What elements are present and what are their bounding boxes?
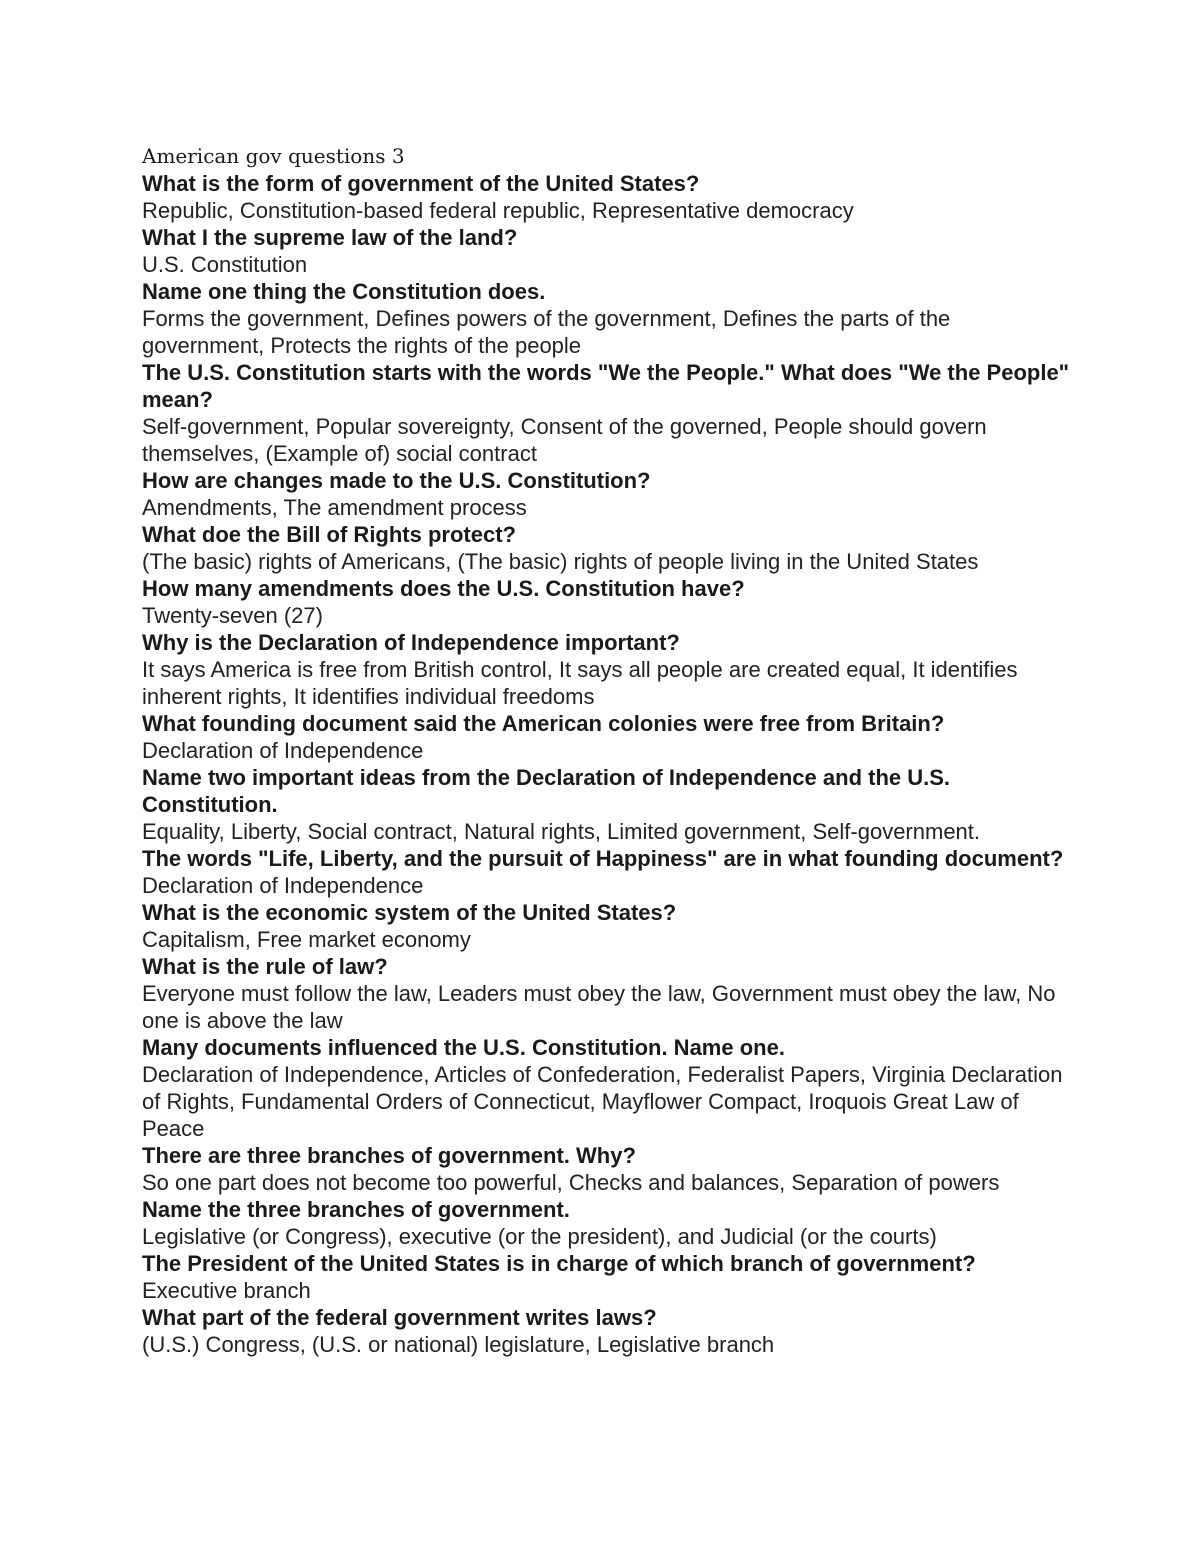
qa-item	[142, 845, 1072, 899]
question-text: What founding document said the American colonies were free from Britain?	[142, 711, 945, 736]
answer-text: (The basic) rights of Americans, (The basic) rights of people living in the United States	[142, 549, 979, 574]
question-text: The U.S. Constitution starts with the words "We the People." What does "We the People" mean?	[142, 360, 1070, 412]
question-text: The President of the United States is in charge of which branch of government?	[142, 1251, 976, 1276]
question-text: What doe the Bill of Rights protect?	[142, 522, 516, 547]
qa-item	[142, 1196, 1072, 1250]
answer-text: Equality, Liberty, Social contract, Natural rights, Limited government, Self-government.	[142, 819, 981, 844]
document-title: American gov questions 3	[142, 144, 405, 168]
answer-text: It says America is free from British control, It says all people are created equal, It identifies inherent rights, It identifies individual freedoms	[142, 657, 1018, 709]
question-text: What I the supreme law of the land?	[142, 225, 518, 250]
answer-text: Self-government, Popular sovereignty, Consent of the governed, People should govern themselves, (Example of) social contract	[142, 414, 987, 466]
question-text: Why is the Declaration of Independence important?	[142, 630, 680, 655]
question-text: What is the form of government of the United States?	[142, 171, 700, 196]
answer-text: (U.S.) Congress, (U.S. or national) legislature, Legislative branch	[142, 1332, 775, 1357]
qa-item	[142, 575, 1072, 629]
question-text: Many documents influenced the U.S. Constitution. Name one.	[142, 1035, 785, 1060]
qa-item	[142, 521, 1072, 575]
answer-text: Legislative (or Congress), executive (or the president), and Judicial (or the courts)	[142, 1224, 937, 1249]
answer-text: Forms the government, Defines powers of the government, Defines the parts of the government, Protects the rights of the people	[142, 306, 951, 358]
document-page	[142, 142, 1072, 1358]
question-text: What is the rule of law?	[142, 954, 388, 979]
question-text: How many amendments does the U.S. Constitution have?	[142, 576, 745, 601]
question-text: What part of the federal government writes laws?	[142, 1305, 657, 1330]
question-text: Name one thing the Constitution does.	[142, 279, 546, 304]
qa-item	[142, 224, 1072, 278]
answer-text: Amendments, The amendment process	[142, 495, 527, 520]
qa-item	[142, 278, 1072, 359]
qa-item	[142, 629, 1072, 710]
answer-text: Republic, Constitution-based federal republic, Representative democracy	[142, 198, 854, 223]
question-text: How are changes made to the U.S. Constitution?	[142, 468, 651, 493]
qa-item	[142, 764, 1072, 845]
question-text: Name two important ideas from the Declaration of Independence and the U.S. Constitution.	[142, 765, 951, 817]
answer-text: So one part does not become too powerful, Checks and balances, Separation of powers	[142, 1170, 1000, 1195]
answer-text: Declaration of Independence	[142, 738, 424, 763]
qa-item	[142, 1034, 1072, 1142]
answer-text: Declaration of Independence	[142, 873, 424, 898]
answer-text: Declaration of Independence, Articles of Confederation, Federalist Papers, Virginia Declaration of Rights, Fundamental Orders of Connecticut, Mayflower Compact, Iroquois Great Law of Peace	[142, 1062, 1063, 1141]
question-text: What is the economic system of the United States?	[142, 900, 677, 925]
answer-text: Capitalism, Free market economy	[142, 927, 471, 952]
qa-item	[142, 170, 1072, 224]
qa-item	[142, 467, 1072, 521]
qa-item	[142, 710, 1072, 764]
answer-text: Executive branch	[142, 1278, 311, 1303]
qa-item	[142, 1304, 1072, 1358]
question-text: Name the three branches of government.	[142, 1197, 570, 1222]
answer-text: Everyone must follow the law, Leaders must obey the law, Government must obey the law, No one is above the law	[142, 981, 1056, 1033]
answer-text: U.S. Constitution	[142, 252, 308, 277]
qa-item	[142, 953, 1072, 1034]
qa-item	[142, 359, 1072, 467]
qa-item	[142, 899, 1072, 953]
qa-item	[142, 1142, 1072, 1196]
question-text: The words "Life, Liberty, and the pursuit of Happiness" are in what founding document?	[142, 846, 1064, 871]
qa-item	[142, 1250, 1072, 1304]
answer-text: Twenty-seven (27)	[142, 603, 323, 628]
question-text: There are three branches of government. Why?	[142, 1143, 636, 1168]
